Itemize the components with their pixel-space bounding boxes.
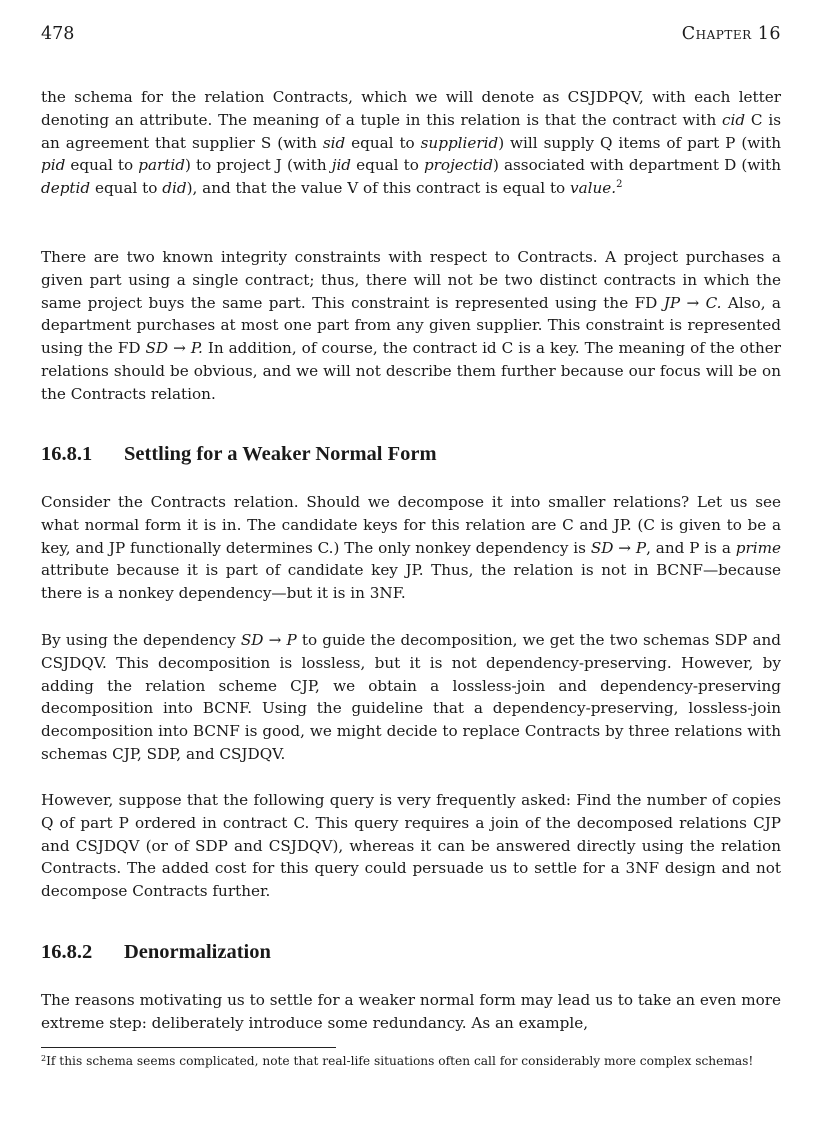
footnote-text: If this schema seems complicated, note that real-life situations often call for considerably more complex schemas! bbox=[46, 1054, 754, 1068]
footnote-mark: 2 bbox=[41, 1054, 47, 1063]
italic-term: sid bbox=[322, 133, 346, 152]
chapter-label: Chapter 16 bbox=[681, 24, 781, 44]
paragraph-decomposition: By using the dependency SD → P to guide the decomposition, we get the two schemas SDP and CSJDQV. This decomposition is lossless, but it is not dependency-preserving. However, by adding the relation scheme CJP, we obtain a lossless-join and dependency-preserving decomposition into BCNF. Using the guideline that a dependency-preserving, lossless-join decomposition into BCNF is good, we might decide to replace Contracts by three relations with schemas CJP, SDP, and CSJDQV. bbox=[41, 631, 782, 763]
italic-term: value. bbox=[570, 179, 617, 198]
section-number: 16.8.2 bbox=[41, 941, 93, 963]
section-number: 16.8.1 bbox=[41, 443, 93, 465]
math-expression: JP → C. bbox=[663, 293, 722, 312]
section-title: Denormalization bbox=[124, 941, 271, 963]
footnote-divider bbox=[41, 1047, 336, 1048]
italic-term: prime bbox=[735, 538, 782, 557]
page-number: 478 bbox=[41, 24, 75, 44]
paragraph-integrity-constraints: There are two known integrity constraints with respect to Contracts. A project purchases a given part using a single contract; thus, there will not be two distinct contracts in which the same project buys the same part. This constraint is represented using the FD JP → C. Also, a department purchases at most one part from any given supplier. This constraint is represented using the FD SD → P. In addition, of course, the contract id C is a key. The meaning of the other relations should be obvious, and we will not describe them further because our focus will be on the Contracts relation. bbox=[41, 248, 781, 403]
italic-term: pid bbox=[41, 156, 66, 175]
section-heading-16-8-2 bbox=[41, 939, 781, 965]
italic-term: did bbox=[162, 179, 187, 198]
math-expression: SD → P bbox=[590, 538, 647, 557]
running-header bbox=[41, 24, 781, 48]
italic-term: deptid bbox=[41, 179, 91, 198]
section-title: Settling for a Weaker Normal Form bbox=[124, 443, 437, 465]
italic-term: supplierid bbox=[420, 133, 499, 152]
footnote-reference[interactable]: 2 bbox=[616, 179, 623, 191]
italic-term: partid bbox=[138, 156, 185, 175]
paragraph-denormalization: The reasons motivating us to settle for a weaker normal form may lead us to take an even more extreme step: deliberately introduce some redundancy. As an example, bbox=[41, 991, 781, 1032]
paragraph-contracts-schema: the schema for the relation Contracts, which we will denote as CSJDPQV, with each letter denoting an attribute. The meaning of a tuple in this relation is that the contract with cid C is an agreement that supplier S (with sid equal to supplierid) will supply Q items of part P (with pid equal to partid) to project J (with jid equal to projectid) associated with department D (with deptid equal to did), and that the value V of this contract is equal to value.$^2$ bbox=[41, 88, 782, 198]
footnote bbox=[41, 1052, 781, 1070]
italic-term: projectid bbox=[423, 156, 493, 175]
math-expression: SD → P bbox=[240, 631, 297, 649]
section-heading-16-8-1 bbox=[41, 441, 781, 467]
math-expression: SD → P. bbox=[145, 339, 203, 358]
paragraph-normal-form-analysis: Consider the Contracts relation. Should we decompose it into smaller relations? Let us see what normal form it is in. The candidate keys for this relation are C and JP. (C is given to be a key, and JP functionally determines C.) The only nonkey dependency is SD → P, and P is a prime attribute because it is part of candidate key JP. Thus, the relation is not in BCNF—because there is a nonkey dependency—but it is in 3NF. bbox=[41, 493, 782, 603]
paragraph-query-cost: However, suppose that the following query is very frequently asked: Find the number of copies Q of part P ordered in contract C. This query requires a join of the decomposed relations CJP and CSJDQV (or of SDP and CSJDQV), whereas it can be answered directly using the relation Contracts. The added cost for this query could persuade us to settle for a 3NF design and not decompose Contracts further. bbox=[41, 791, 781, 901]
italic-term: jid bbox=[331, 156, 352, 175]
italic-term: cid bbox=[722, 110, 746, 129]
